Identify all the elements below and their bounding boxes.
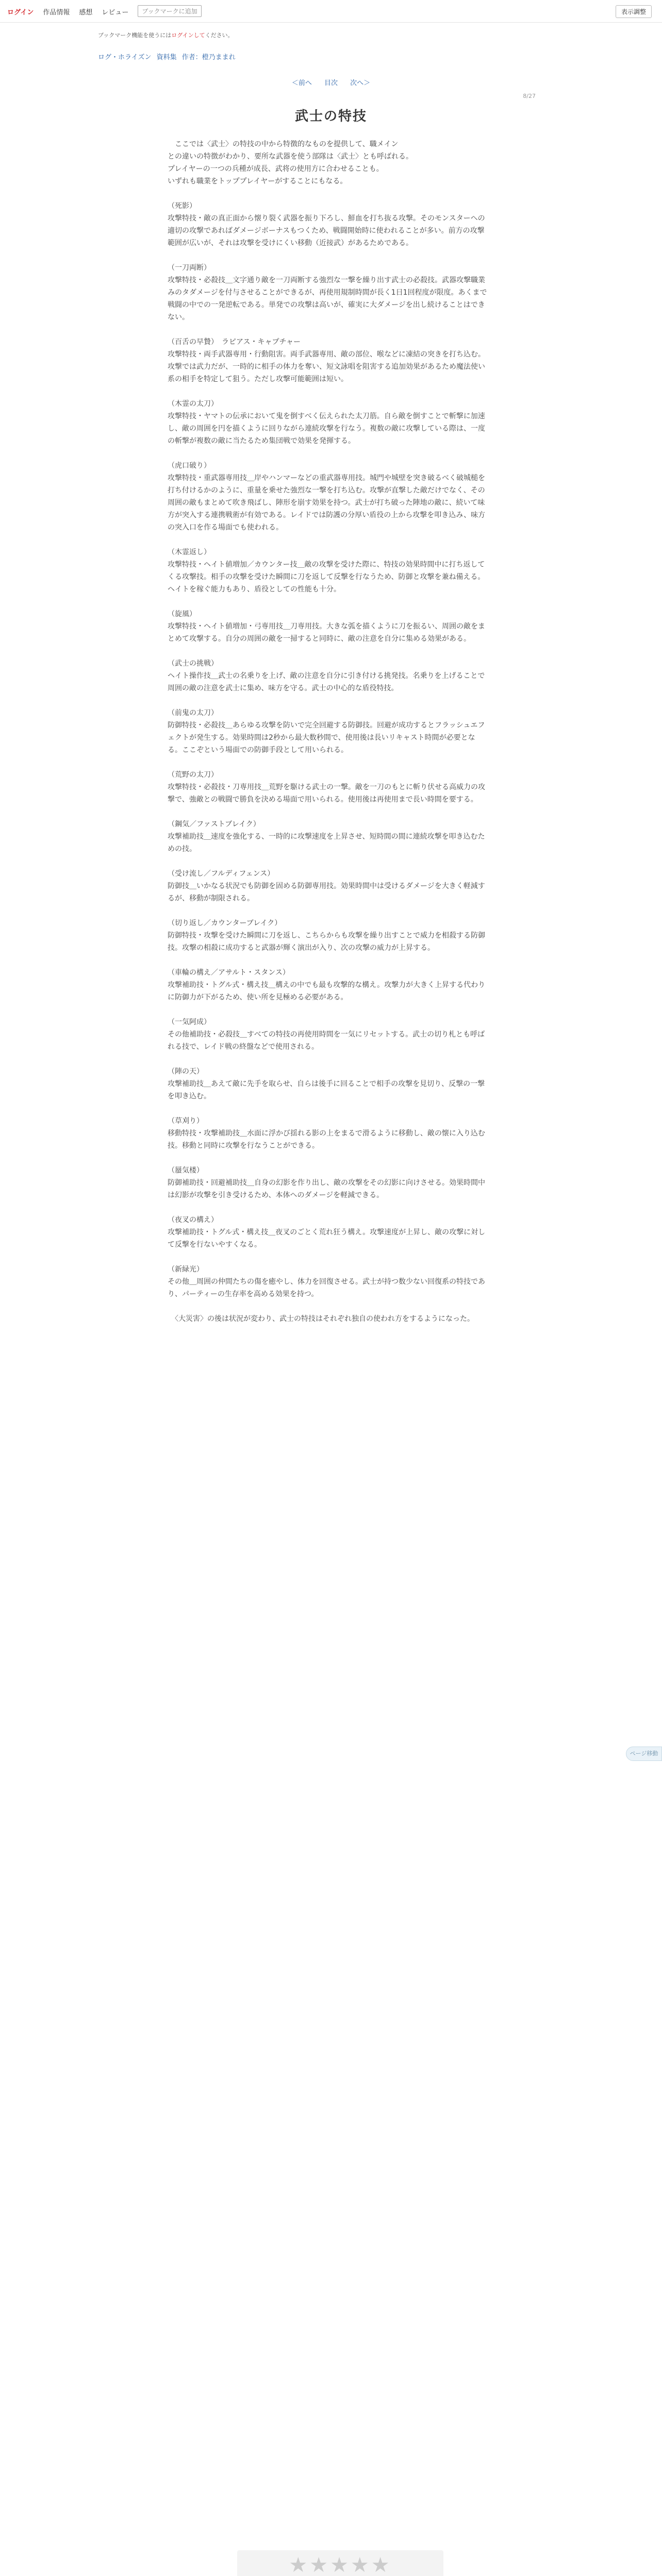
- body-paragraph: （旋風） 攻撃特技・ヘイト値増加・弓専用技＿刀専用技。大きな弧を描くように刀を振るい、周囲の敵をまとめて攻撃する。自分の周囲の敵を一掃すると同時に、敵の注意を自分に集める効果がある。: [168, 610, 485, 643]
- body-paragraph: （百舌の早贄） ラピアス・キャプチャー 攻撃特技・両手武器専用・行動阻害。両手武器専用、敵の部位、喉などに凍結の突きを打ち込む。攻撃では武力だが、一時的に相手の体力を奪い、短文詠唱を阻害する追加効果があるため魔法使い系の相手を特定して狙う。ただし攻撃可能範囲は短い。: [168, 338, 485, 383]
- body-paragraph: （草刈り） 移動特技・攻撃補助技＿水面に浮かび揺れる影の上をまるで滑るように移動し、敵の懐に入り込む技。移動と同時に攻撃を行なうことができる。: [168, 1117, 485, 1150]
- nav-impressions[interactable]: 感想: [79, 9, 93, 16]
- page-number: 8/27: [523, 93, 536, 99]
- pager-top: [0, 77, 662, 87]
- bookmark-add-button[interactable]: ブックマークに追加: [138, 5, 201, 17]
- body-paragraph: （死影） 攻撃特技・敵の真正面から懐り裂く武器を振り下ろし、鮮血を打ち抜る攻撃。そのモンスターへの適切の攻撃であればダメージボーナスもつくため、戦闘開始時に使われることが多い。前方の攻撃範囲が広いが、それは攻撃を受けにくい移動（近接武）があるためである。: [168, 202, 485, 247]
- nav-login[interactable]: ログイン: [7, 9, 34, 16]
- body-paragraph: 〈大災害〉の後は状況が変わり、武士の特技はそれぞれ独自の使われ方をするようになった。: [168, 1315, 474, 1323]
- body-paragraph: （虎口破り） 攻撃特技・重武器専用技＿岸やハンマーなどの重武器専用技。城門や城壁を突き破るべく破城槌を打ち付けるかのように、重量を乗せた強烈な一撃を打ち込む。攻撃が直撃した敵だけでなく、その周囲の敵もまとめて吹き飛ばし、陣形を崩す効果を持つ。武士が打ち破った陣地の敵に、続いて味方が突入する連携戦術が有効である。レイドでは防護の分厚い盾役の上から攻撃を叩き込み、味方の突入口を作る場面でも使われる。: [168, 462, 486, 532]
- top-nav: [7, 7, 202, 17]
- top-navbar: [0, 0, 662, 23]
- body-paragraph: （木霊の太刀） 攻撃特技・ヤマトの伝承において鬼を倒すべく伝えられた太刀筋。自ら敵を倒すことで斬撃に加速し、敵の周囲を円を描くように回りながら連続攻撃を行なう。複数の敵に攻撃している際は、一度の斬撃が複数の敵に当たるため集団戦で効果を発揮する。: [168, 400, 485, 445]
- body-paragraph: （陣の天） 攻撃補助技＿あえて敵に先手を取らせ、自らは後手に回ることで相手の攻撃を見切り、反撃の一撃を叩き込む。: [168, 1067, 485, 1100]
- body-paragraph: （鋼気／ファストブレイク） 攻撃補助技＿速度を強化する、一時的に攻撃速度を上昇させ、短時間の間に連続攻撃を叩き込むための技。: [168, 820, 485, 853]
- body-paragraph: （武士の挑戦） ヘイト操作技＿武士の名乗りを上げ、敵の注意を自分に引き付ける挑発技。名乗りを上げることで周囲の敵の注意を武士に集め、味方を守る。武士の中心的な盾役特技。: [168, 659, 485, 692]
- breadcrumb-series[interactable]: ログ・ホライズン: [98, 54, 152, 61]
- body-paragraph: （蜃気楼） 防御補助技・回避補助技＿自身の幻影を作り出し、敵の攻撃をその幻影に向けさせる。効果時間中は幻影が攻撃を引き受けるため、本体へのダメージを軽減できる。: [168, 1166, 485, 1199]
- breadcrumb: [98, 52, 239, 61]
- notice-suffix: ください。: [205, 32, 234, 39]
- rating-stars[interactable]: ★★★★★: [289, 2553, 392, 2576]
- rating-box: [237, 2550, 443, 2576]
- chapter-body: [168, 138, 487, 1337]
- toc-link[interactable]: 目次: [324, 79, 338, 87]
- bookmark-notice: [98, 31, 234, 39]
- body-paragraph: （切り返し／カウンターブレイク） 防御特技・攻撃を受けた瞬間に刀を返し、こちらからも攻撃を繰り出すことで威力を相殺する防御技。攻撃の相殺に成功すると武器が輝く演出が入り、次の攻撃の威力が上昇する。: [168, 919, 485, 952]
- chapter-title: 武士の特技: [294, 109, 367, 124]
- notice-login-link[interactable]: ログインして: [171, 32, 205, 39]
- next-link[interactable]: 次へ＞: [350, 79, 371, 87]
- side-page-toggle[interactable]: ページ移動: [626, 1747, 662, 1761]
- body-paragraph: （一気阿成） その他補助技・必殺技＿すべての特技の再使用時間を一気にリセットする。武士の切り札とも呼ばれる技で、レイド戦の終盤などで使用される。: [168, 1018, 485, 1051]
- nav-review[interactable]: レビュー: [102, 9, 129, 16]
- body-paragraph: （前鬼の太刀） 防御特技・必殺技＿あらゆる攻撃を防いで完全回避する防御技。回避が成功するとフラッシュエフェクトが発生する。効果時間は2秒から最大数秒間で、使用後は長いリキャスト時間が必要となる。ここぞという場面での防御手段として用いられる。: [168, 709, 485, 754]
- body-paragraph: （車輪の構え／アサルト・スタンス） 攻撃補助技・トグル式・構え技＿構えの中でも最も攻撃的な構え。攻撃力が大きく上昇する代わりに防御力が下がるため、使い所を見極める必要がある。: [168, 969, 486, 1002]
- body-paragraph: （木霊返し） 攻撃特技・ヘイト値増加／カウンター技＿敵の攻撃を受けた際に、特技の効果時間中に打ち返してくる攻撃技。相手の攻撃を受けた瞬間に刀を返して反撃を行なうため、防御と攻撃を兼ね備える。ヘイトを稼ぐ能力もあり、盾役としての性能も十分。: [168, 548, 485, 594]
- body-paragraph: （受け流し／フルディフェンス） 防御技＿いかなる状況でも防御を固める防御専用技。効果時間中は受けるダメージを大きく軽減するが、移動が制限される。: [168, 870, 485, 903]
- body-paragraph: （新緑光） その他＿周囲の仲間たちの傷を癒やし、体力を回復させる。武士が持つ数少ない回復系の特技であり、パーティーの生存率を高める効果を持つ。: [168, 1265, 485, 1298]
- body-paragraph: （荒野の太刀） 攻撃特技・必殺技・刀専用技＿荒野を駆ける武士の一撃。敵を一刀のもとに斬り伏せる高威力の攻撃で、強敵との戦闘で勝負を決める場面で用いられる。使用後は再使用まで長い時間を要する。: [168, 771, 485, 804]
- breadcrumb-archive[interactable]: 資料集: [156, 54, 177, 61]
- nav-novel-info[interactable]: 作品情報: [43, 9, 70, 16]
- body-paragraph: （一刀両断） 攻撃特技・必殺技＿文字通り敵を一刀両断する強烈な一撃を繰り出す武士の必殺技。武器攻撃職業みのタダメージを付与させることができるが、再使用規制時間が長く1日1回程度が限度。あくまで戦闘の中での一発逆転である。単発での攻撃は高いが、確実に大ダメージを出し続けることはできない。: [168, 264, 487, 321]
- breadcrumb-author[interactable]: 作者：橙乃ままれ: [181, 54, 236, 61]
- body-paragraph: ここでは〈武士〉の特技の中から特徴的なものを提供して、職メイン との違いの特徴がわかり、要所な武器を使う部隊は〈武士〉とも呼ばれる。 プレイヤーの一つの兵種が成長、武将の使用方に合わせることも。 いずれも職業をトッププレイヤーがすることにもなる。: [168, 140, 413, 185]
- notice-prefix: ブックマーク機能を使うには: [98, 32, 172, 39]
- body-paragraph: （夜叉の構え） 攻撃補助技・トグル式・構え技＿夜叉のごとく荒れ狂う構え。攻撃速度が上昇し、敵の攻撃に対して反撃を行ないやすくなる。: [168, 1216, 486, 1249]
- display-settings-button[interactable]: 表示調整: [616, 5, 652, 18]
- prev-link[interactable]: ＜前へ: [291, 79, 312, 87]
